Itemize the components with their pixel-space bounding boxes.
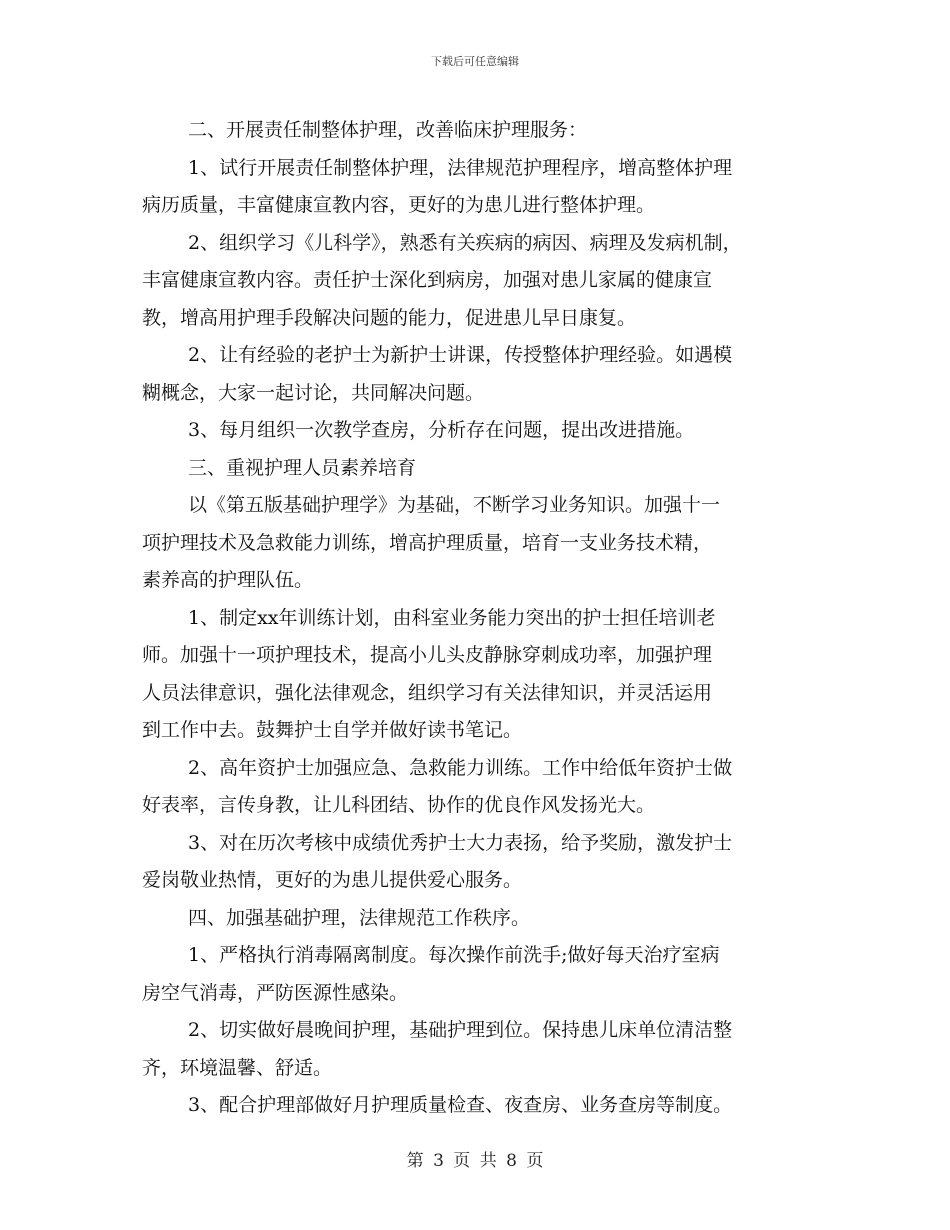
text-line: 到工作中去。鼓舞护士自学并做好读书笔记。 bbox=[142, 719, 523, 741]
text-line: 3、配合护理部做好月护理质量检查、夜查房、业务查房等制度。 bbox=[188, 1094, 733, 1116]
text-line: 1、制定xx年训练计划，由科室业务能力突出的护士担任培训老 bbox=[188, 606, 716, 629]
text-line: 2、组织学习《儿科学》，熟悉有关疾病的病因、病理及发病机制， bbox=[188, 231, 742, 254]
text-line: 糊概念，大家一起讨论，共同解决问题。 bbox=[142, 381, 485, 404]
text-line: 2、切实做好晨晚间护理，基础护理到位。保持患儿床单位清洁整 bbox=[188, 1019, 733, 1041]
text-line: 3、对在历次考核中成绩优秀护士大力表扬，给予奖励，激发护士 bbox=[188, 831, 733, 854]
text-line: 1、试行开展责任制整体护理，法律规范护理程序，增高整体护理 bbox=[188, 156, 733, 179]
text-line: 丰富健康宣教内容。责任护士深化到病房，加强对患儿家属的健康宣 bbox=[142, 269, 713, 291]
text-line: 二、开展责任制整体护理，改善临床护理服务： bbox=[188, 119, 588, 141]
text-line: 项护理技术及急救能力训练，增高护理质量，培育一支业务技术精， bbox=[142, 531, 713, 554]
page-header: 下载后可任意编辑 bbox=[431, 55, 519, 68]
text-line: 以《第五版基础护理学》为基础，不断学习业务知识。加强十一 bbox=[188, 494, 721, 516]
text-line: 房空气消毒，严防医源性感染。 bbox=[142, 981, 409, 1004]
text-line: 2、高年资护士加强应急、急救能力训练。工作中给低年资护士做 bbox=[188, 756, 733, 779]
text-line: 2、让有经验的老护士为新护士讲课，传授整体护理经验。如遇模 bbox=[188, 344, 733, 366]
text-line: 教，增高用护理手段解决问题的能力，促进患儿早日康复。 bbox=[142, 306, 637, 329]
text-line: 1、严格执行消毒隔离制度。每次操作前洗手;做好每天治疗室病 bbox=[188, 944, 720, 966]
text-line: 三、重视护理人员素养培育 bbox=[188, 456, 417, 479]
text-line: 齐，环境温馨、舒适。 bbox=[142, 1056, 333, 1079]
text-line: 好表率，言传身教，让儿科团结、协作的优良作风发扬光大。 bbox=[142, 794, 656, 816]
text-line: 3、每月组织一次教学查房，分析存在问题，提出改进措施。 bbox=[188, 419, 695, 441]
text-line: 人员法律意识，强化法律观念，组织学习有关法律知识，并灵活运用 bbox=[142, 681, 713, 704]
text-line: 病历质量，丰富健康宣教内容，更好的为患儿进行整体护理。 bbox=[142, 194, 656, 216]
text-line: 四、加强基础护理，法律规范工作秩序。 bbox=[188, 906, 531, 929]
text-line: 素养高的护理队伍。 bbox=[142, 569, 314, 591]
text-line: 师。加强十一项护理技术，提高小儿头皮静脉穿刺成功率，加强护理 bbox=[142, 644, 713, 666]
page-footer: 第 3 页 共 8 页 bbox=[406, 1151, 544, 1171]
text-line: 爱岗敬业热情，更好的为患儿提供爱心服务。 bbox=[142, 869, 523, 891]
document-body bbox=[142, 112, 822, 1125]
